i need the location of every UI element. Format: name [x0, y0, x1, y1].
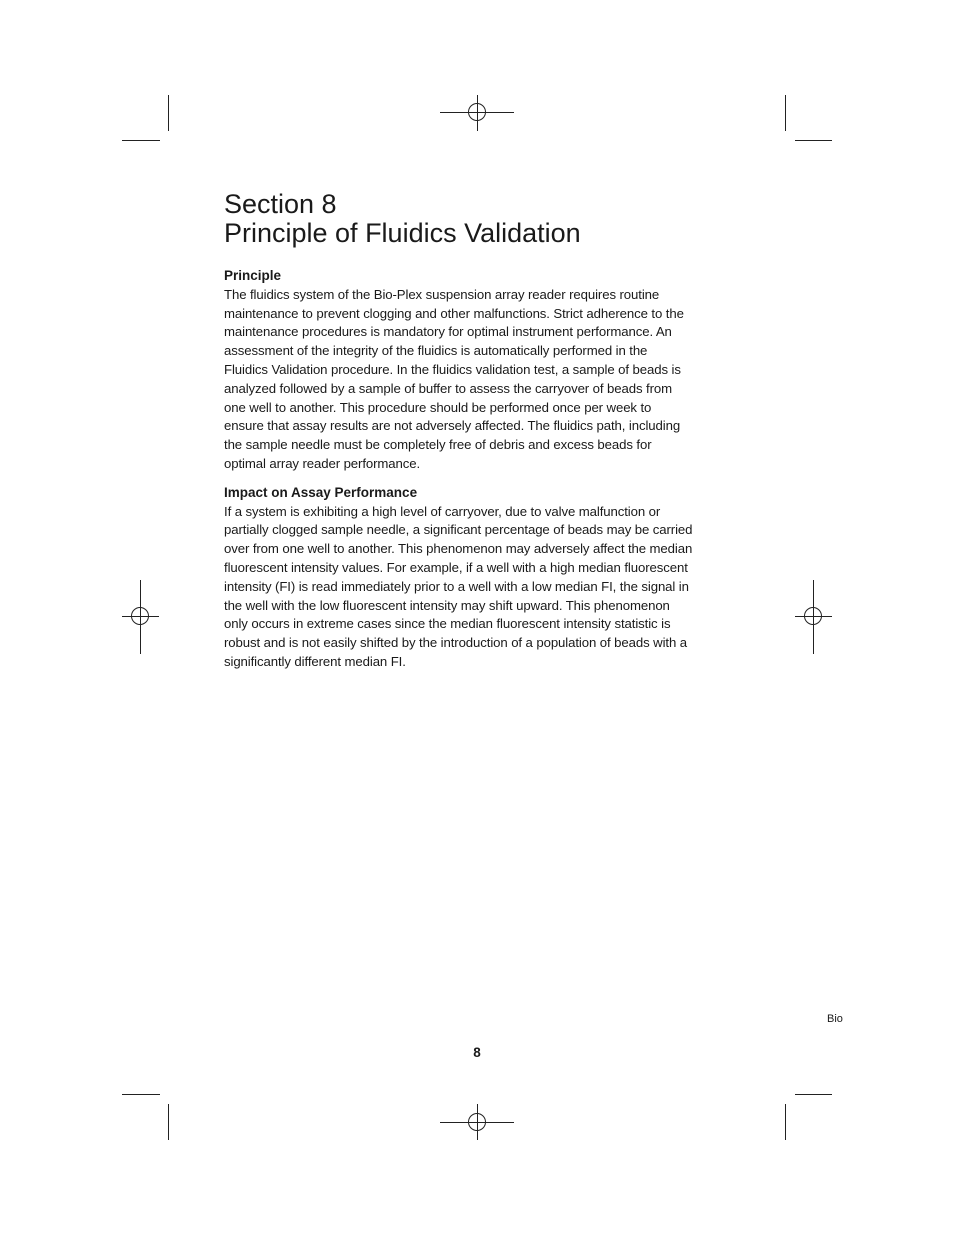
- section-principle: [224, 267, 724, 474]
- text-line: maintenance to prevent clogging and other malfunctions. Strict adherence to the: [224, 305, 684, 321]
- text-line: significantly different median FI.: [224, 653, 406, 669]
- text-line: fluorescent intensity values. For example, if a well with a high median fluorescent: [224, 559, 688, 575]
- text-line: partially clogged sample needle, a significant percentage of beads may be carried: [224, 522, 693, 538]
- section-heading: Principle: [224, 268, 282, 283]
- text-line: optimal array reader performance.: [224, 455, 421, 471]
- text-line: If a system is exhibiting a high level of carryover, due to valve malfunction or: [224, 503, 661, 519]
- paragraph: [224, 503, 724, 672]
- text-line: robust and is not easily shifted by the introduction of a population of beads with a: [224, 635, 687, 651]
- text-line: intensity (FI) is read immediately prior to a well with a low median FI, the signal in: [224, 578, 689, 594]
- text-line: The fluidics system of the Bio-Plex suspension array reader requires routine: [224, 286, 660, 302]
- section-number: Section 8: [224, 189, 337, 219]
- page-title: [224, 190, 581, 248]
- text-line: analyzed followed by a sample of buffer to assess the carryover of beads from: [224, 380, 672, 396]
- text-line: only occurs in extreme cases since the median fluorescent intensity statistic is: [224, 616, 671, 632]
- text-line: the well with the low fluorescent intensity may shift upward. This phenomenon: [224, 597, 670, 613]
- text-line: over from one well to another. This phenomenon may adversely affect the median: [224, 541, 693, 557]
- document-body: [224, 267, 724, 672]
- text-line: Fluidics Validation procedure. In the fluidics validation test, a sample of beads is: [224, 361, 681, 377]
- edge-bleed-text: Bio: [827, 1013, 843, 1025]
- text-line: ensure that assay results are not adversely affected. The fluidics path, including: [224, 418, 681, 434]
- text-line: the sample needle must be completely free of debris and excess beads for: [224, 437, 652, 453]
- text-line: one well to another. This procedure should be performed once per week to: [224, 399, 652, 415]
- paragraph: [224, 286, 724, 474]
- text-line: assessment of the integrity of the fluidics is automatically performed in the: [224, 343, 648, 359]
- text-line: maintenance procedures is mandatory for optimal instrument performance. An: [224, 324, 672, 340]
- page-number: 8: [473, 1045, 481, 1060]
- section-title: Principle of Fluidics Validation: [224, 218, 581, 248]
- section-impact: [224, 484, 724, 672]
- section-heading: Impact on Assay Performance: [224, 484, 418, 500]
